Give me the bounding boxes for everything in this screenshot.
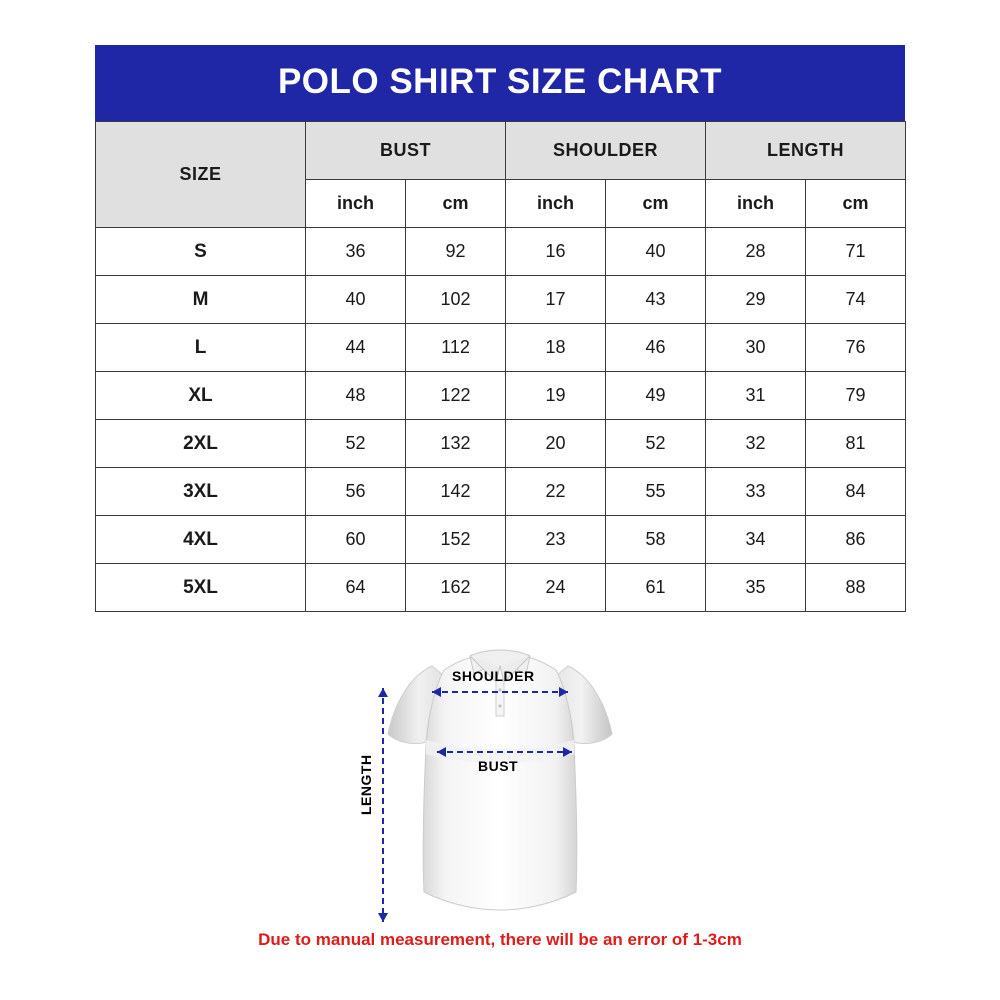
cell-bust-inch: 60: [306, 516, 406, 564]
cell-length-cm: 79: [806, 372, 906, 420]
cell-length-cm: 88: [806, 564, 906, 612]
unit-shoulder-inch: inch: [506, 180, 606, 228]
cell-bust-cm: 102: [406, 276, 506, 324]
cell-size: 4XL: [96, 516, 306, 564]
cell-shoulder-cm: 61: [606, 564, 706, 612]
cell-shoulder-cm: 43: [606, 276, 706, 324]
size-chart: [95, 45, 905, 612]
cell-length-inch: 32: [706, 420, 806, 468]
cell-length-inch: 31: [706, 372, 806, 420]
column-header-bust: BUST: [306, 122, 506, 180]
cell-size: 3XL: [96, 468, 306, 516]
cell-shoulder-cm: 49: [606, 372, 706, 420]
cell-length-inch: 33: [706, 468, 806, 516]
size-chart-table: [95, 121, 906, 612]
cell-shoulder-inch: 20: [506, 420, 606, 468]
cell-shoulder-cm: 46: [606, 324, 706, 372]
page-title: POLO SHIRT SIZE CHART: [95, 45, 905, 121]
cell-size: M: [96, 276, 306, 324]
unit-shoulder-cm: cm: [606, 180, 706, 228]
cell-shoulder-inch: 17: [506, 276, 606, 324]
cell-bust-cm: 142: [406, 468, 506, 516]
column-header-shoulder: SHOULDER: [506, 122, 706, 180]
cell-shoulder-inch: 19: [506, 372, 606, 420]
cell-length-cm: 81: [806, 420, 906, 468]
cell-shoulder-inch: 22: [506, 468, 606, 516]
cell-length-cm: 84: [806, 468, 906, 516]
cell-bust-inch: 36: [306, 228, 406, 276]
cell-shoulder-cm: 55: [606, 468, 706, 516]
table-row: [96, 324, 906, 372]
cell-bust-inch: 44: [306, 324, 406, 372]
cell-shoulder-inch: 23: [506, 516, 606, 564]
cell-length-inch: 30: [706, 324, 806, 372]
unit-bust-cm: cm: [406, 180, 506, 228]
cell-length-inch: 29: [706, 276, 806, 324]
unit-length-inch: inch: [706, 180, 806, 228]
cell-size: S: [96, 228, 306, 276]
unit-length-cm: cm: [806, 180, 906, 228]
table-row: [96, 468, 906, 516]
cell-bust-cm: 132: [406, 420, 506, 468]
cell-shoulder-cm: 40: [606, 228, 706, 276]
cell-size: 2XL: [96, 420, 306, 468]
cell-length-inch: 34: [706, 516, 806, 564]
table-row: [96, 420, 906, 468]
table-row: [96, 228, 906, 276]
table-header-row: [96, 122, 906, 180]
cell-shoulder-inch: 18: [506, 324, 606, 372]
cell-shoulder-cm: 58: [606, 516, 706, 564]
cell-length-cm: 71: [806, 228, 906, 276]
label-bust: BUST: [478, 758, 519, 774]
cell-shoulder-inch: 24: [506, 564, 606, 612]
column-header-size: SIZE: [96, 122, 306, 228]
cell-shoulder-inch: 16: [506, 228, 606, 276]
cell-bust-cm: 162: [406, 564, 506, 612]
unit-bust-inch: inch: [306, 180, 406, 228]
table-row: [96, 564, 906, 612]
table-row: [96, 276, 906, 324]
column-header-length: LENGTH: [706, 122, 906, 180]
cell-length-cm: 76: [806, 324, 906, 372]
cell-bust-inch: 40: [306, 276, 406, 324]
cell-size: 5XL: [96, 564, 306, 612]
table-row: [96, 372, 906, 420]
cell-bust-cm: 92: [406, 228, 506, 276]
cell-length-cm: 86: [806, 516, 906, 564]
cell-bust-inch: 52: [306, 420, 406, 468]
cell-length-inch: 35: [706, 564, 806, 612]
cell-length-inch: 28: [706, 228, 806, 276]
cell-size: XL: [96, 372, 306, 420]
cell-bust-cm: 152: [406, 516, 506, 564]
measurement-note: Due to manual measurement, there will be an error of 1-3cm: [258, 930, 742, 949]
cell-bust-cm: 112: [406, 324, 506, 372]
cell-bust-cm: 122: [406, 372, 506, 420]
cell-shoulder-cm: 52: [606, 420, 706, 468]
cell-bust-inch: 64: [306, 564, 406, 612]
cell-size: L: [96, 324, 306, 372]
label-shoulder: SHOULDER: [452, 668, 535, 684]
table-row: [96, 516, 906, 564]
cell-bust-inch: 48: [306, 372, 406, 420]
cell-length-cm: 74: [806, 276, 906, 324]
label-length: LENGTH: [358, 754, 374, 815]
cell-bust-inch: 56: [306, 468, 406, 516]
